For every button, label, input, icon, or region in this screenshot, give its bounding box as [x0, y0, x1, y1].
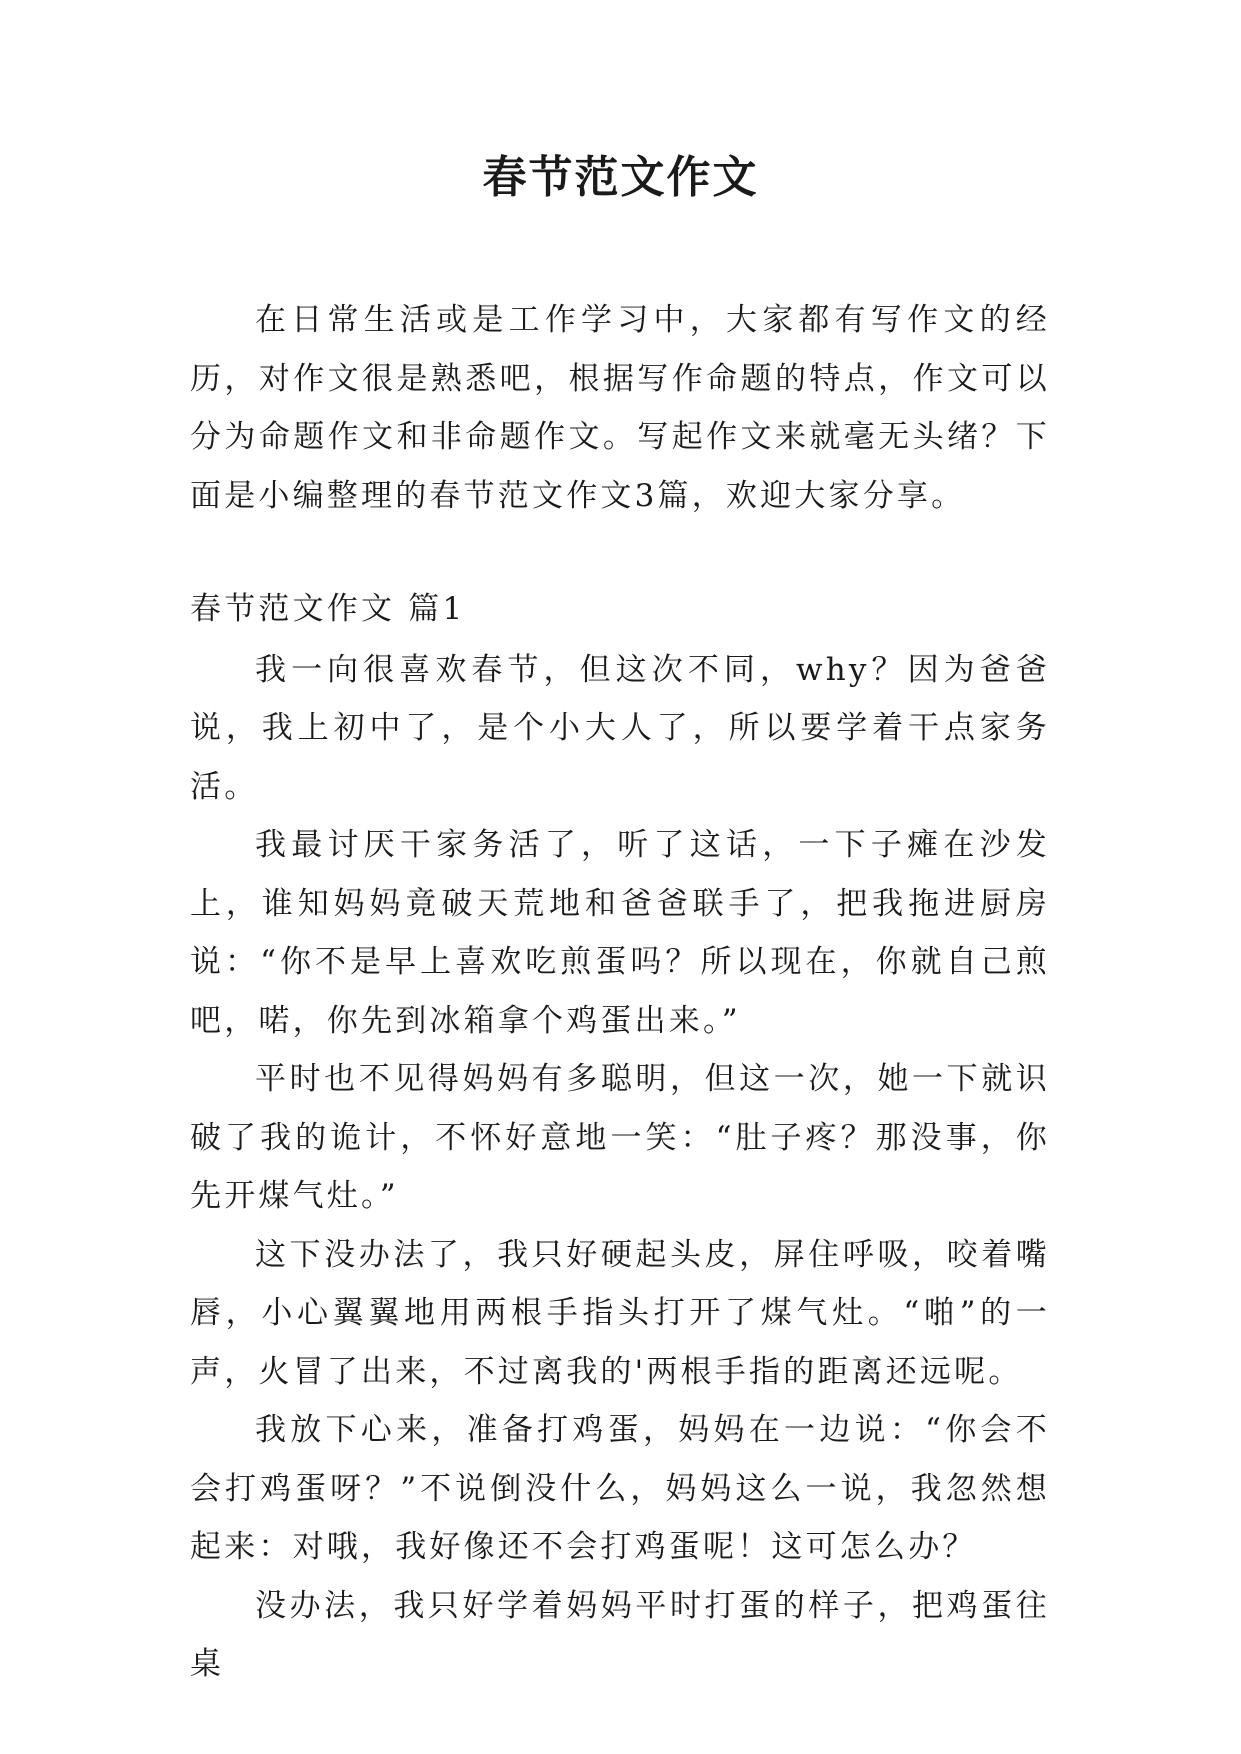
intro-paragraph: 在日常生活或是工作学习中，大家都有写作文的经历，对作文很是熟悉吧，根据写作命题的特点，作文可以分为命题作文和非命题作文。写起作文来就毫无头绪？下面是小编整理的春节范文作文3篇，欢迎大家分享。 — [190, 302, 1050, 514]
section-1 — [190, 580, 1050, 1694]
body-paragraph-5: 我放下心来，准备打鸡蛋，妈妈在一边说：“你会不会打鸡蛋呀？”不说倒没什么，妈妈这么一说，我忽然想起来：对哦，我好像还不会打鸡蛋呢！这可怎么办？ — [190, 1412, 1050, 1565]
intro-block — [190, 291, 1050, 525]
body-paragraph-1: 我一向很喜欢春节，但这次不同，why？因为爸爸说，我上初中了，是个小大人了，所以要学着干点家务活。 — [190, 651, 1050, 805]
document-title: 春节范文作文 — [482, 152, 759, 203]
body-paragraph-2: 我最讨厌干家务活了，听了这话，一下子瘫在沙发上，谁知妈妈竟破天荒地和爸爸联手了，把我拖进厨房说：“你不是早上喜欢吃煎蛋吗？所以现在，你就自己煎吧，喏，你先到冰箱拿个鸡蛋出来。” — [190, 827, 1050, 1039]
body-paragraph-3: 平时也不见得妈妈有多聪明，但这一次，她一下就识破了我的诡计，不怀好意地一笑：“肚子疼？那没事，你先开煤气灶。” — [190, 1061, 1050, 1214]
body-paragraph-4: 这下没办法了，我只好硬起头皮，屏住呼吸，咬着嘴唇，小心翼翼地用两根手指头打开了煤气灶。“啪”的一声，火冒了出来，不过离我的'两根手指的距离还远呢。 — [190, 1236, 1050, 1390]
section-heading: 春节范文作文 篇1 — [190, 591, 466, 627]
body-paragraph-6: 没办法，我只好学着妈妈平时打蛋的样子，把鸡蛋往桌 — [190, 1587, 1050, 1682]
